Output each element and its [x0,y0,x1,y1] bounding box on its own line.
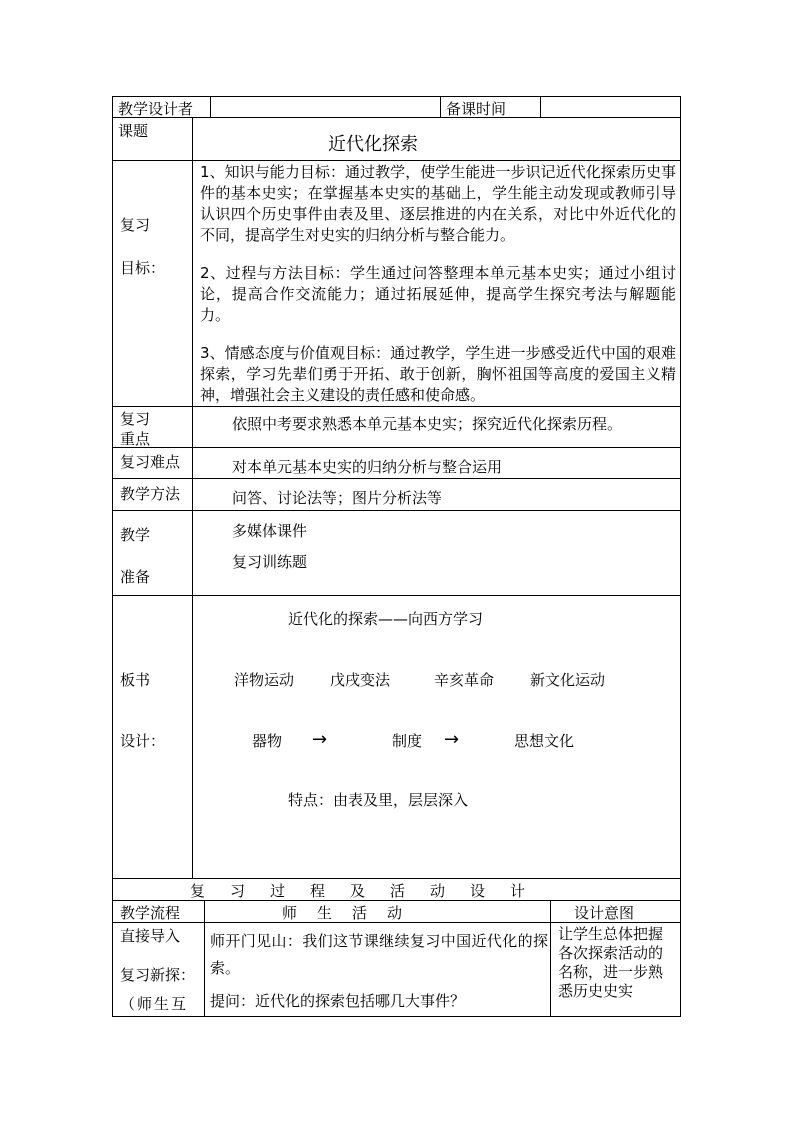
process-heading: 复习过程及活动设计 [190,882,551,900]
activity-text-2: 提问：近代化的探索包括哪几大事件？ [210,992,466,1010]
board-title: 近代化的探索——向西方学习 [288,610,484,628]
flow-item: 直接导入 [120,927,181,945]
board-label-1: 板书 [120,671,151,689]
topic-label: 课题 [118,122,149,140]
method-value: 问答、讨论法等；图片分析法等 [232,489,443,507]
method-label: 教学方法 [120,485,181,503]
board-stage: 器物 [252,732,283,750]
goals-label-2: 目标： [120,259,166,277]
board-event: 洋物运动 [234,671,295,689]
flow-item: （师生互 [120,995,189,1013]
table-border-bottom [112,1016,681,1017]
row-divider [112,160,681,161]
row-divider [112,595,681,596]
prep-item: 复习训练题 [232,553,308,571]
arrow-right-icon: → [444,729,460,750]
col-divider [210,96,211,117]
row-divider [112,878,681,879]
board-feature: 特点：由表及里，层层深入 [288,791,469,809]
goal-paragraph-1: 1、知识与能力目标：通过教学，使学生能进一步识记近代化探索历史事件的基本史实；在掌握基本史实的基础上，学生能主动发现或教师引导认识四个历史事件由表及里、逐层推进的内在关系，对比中外近代化的不同，提高学生对史实的归纳分析与整合能力。 [200,163,676,244]
board-event: 戊戌变法 [330,671,391,689]
focus-label-1: 复习 [120,410,151,428]
goals-label-1: 复习 [120,216,151,234]
table-border-right [680,96,681,1017]
board-stage: 思想文化 [514,732,575,750]
difficulty-label: 复习难点 [120,453,181,471]
designer-label: 教学设计者 [118,100,194,118]
focus-value: 依照中考要求熟悉本单元基本史实；探究近代化探索历程。 [232,415,623,433]
col-header-flow: 教学流程 [120,904,181,922]
col-divider [204,900,205,1016]
activity-text-1: 师开门见山：我们这节课继续复习中国近代化的探索。 [210,932,548,977]
col-divider [540,96,541,117]
col-divider [440,96,441,117]
row-divider [112,117,681,118]
board-stage: 制度 [392,732,423,750]
prep-label-1: 教学 [120,526,151,544]
goal-paragraph-2: 2、过程与方法目标：学生通过问答整理本单元基本史实；通过小组讨论，提高合作交流能力；通过拓展延伸，提高学生探究考法与解题能力。 [200,264,676,324]
prep-time-value[interactable] [546,98,666,116]
row-divider [112,510,681,511]
table-border-left [112,96,113,1017]
board-event: 新文化运动 [530,671,606,689]
prep-time-label: 备课时间 [446,100,507,118]
prep-item: 多媒体课件 [232,522,308,540]
row-divider [112,447,681,448]
intent-text: 让学生总体把握各次探索活动的名称，进一步熟悉历史史实 [558,925,664,1000]
board-label-2: 设计： [120,732,166,750]
col-divider [550,900,551,1016]
board-event: 辛亥革命 [434,671,495,689]
row-divider [112,478,681,479]
col-divider [192,117,193,878]
col-header-activity: 师生活动 [282,904,423,922]
col-header-intent: 设计意图 [574,904,635,922]
goal-paragraph-3: 3、情感态度与价值观目标：通过教学，学生进一步感受近代中国的艰难探索，学习先辈们勇于开拓、敢于创新，胸怀祖国等高度的爱国主义精神，增强社会主义建设的责任感和使命感。 [200,344,676,404]
difficulty-value: 对本单元基本史实的归纳分析与整合运用 [232,458,503,476]
arrow-right-icon: → [312,729,328,750]
table-border-top [112,96,681,97]
designer-value[interactable] [216,98,416,116]
row-divider [112,406,681,407]
focus-label-2: 重点 [120,430,151,448]
flow-item: 复习新探： [120,966,196,984]
prep-label-2: 准备 [120,568,151,586]
page-title: 近代化探索 [328,134,418,155]
